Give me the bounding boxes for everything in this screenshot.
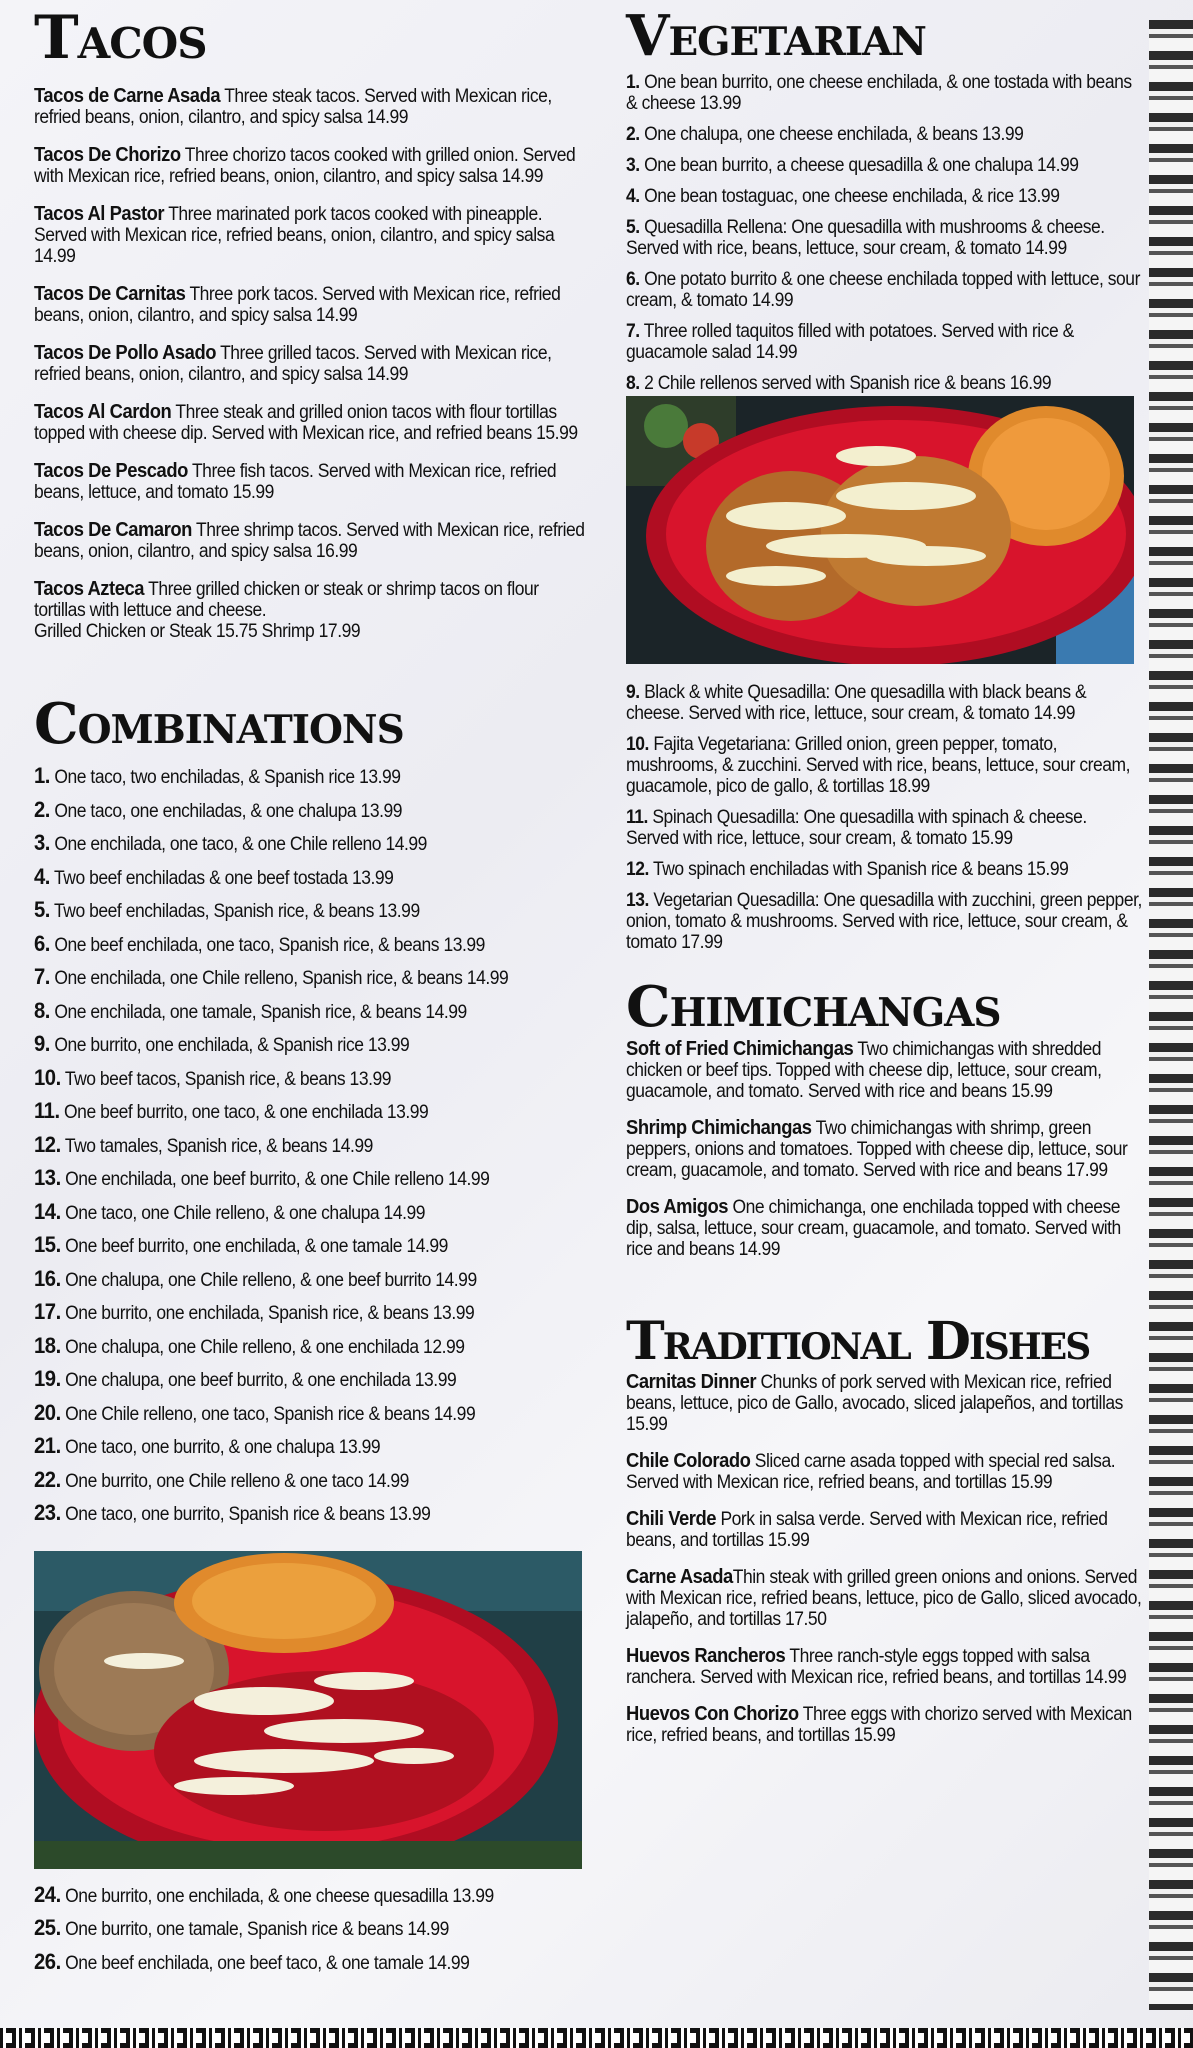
combo-number: 19. [34, 1366, 61, 1391]
item-description: Three steak tacos. Served with Mexican rice, refried beans, onion, cilantro, and spicy salsa 14.99 [34, 86, 552, 128]
menu-item [626, 1567, 1143, 1630]
item-name: Chili Verde [626, 1508, 717, 1530]
item-text: Two spinach enchiladas with Spanish rice & beans 15.99 [648, 859, 1069, 880]
combo-number: 7. [34, 964, 50, 989]
combinations-title: Combinations [34, 691, 404, 757]
combo-item [34, 1162, 590, 1196]
combo-text: One Chile relleno, one taco, Spanish rice & beans 14.99 [65, 1403, 476, 1425]
combo-number: 18. [34, 1332, 61, 1358]
combo-text: One chalupa, one Chile relleno, & one enchilada 12.99 [65, 1336, 465, 1358]
item-description: Three fish tacos. Served with Mexican rice, refried beans, lettuce, and tomato 15.99 [34, 461, 557, 503]
menu-item [34, 520, 590, 562]
menu-item [626, 1372, 1143, 1435]
spiral-binding [1149, 20, 1193, 2010]
vegetarian-list [626, 72, 1146, 394]
combo-text: One burrito, one enchilada, Spanish rice, & beans 13.99 [65, 1303, 475, 1324]
item-text: Black & white Quesadilla: One quesadilla with black beans & cheese. Served with rice, lettuce, sour cream, & tomato 14.99 [626, 682, 1087, 724]
item-number: 4. [626, 186, 640, 207]
item-text: One bean burrito, one cheese enchilada, & one tostada with beans & cheese 13.99 [626, 72, 1132, 114]
combo-item [34, 1296, 590, 1330]
item-name: Tacos De Carnitas [34, 283, 186, 305]
item-name: Tacos Al Pastor [34, 203, 165, 225]
combo-text: One taco, one burrito, & one chalupa 13.99 [65, 1437, 381, 1458]
combo-number: 20. [34, 1399, 61, 1425]
item-number: 10. [626, 734, 649, 755]
item-description: Three eggs with chorizo served with Mexican rice, refried beans, and tortillas 15.99 [626, 1704, 1132, 1746]
combo-text: One burrito, one Chile relleno & one taco 14.99 [65, 1470, 409, 1492]
combo-number: 16. [34, 1265, 61, 1291]
item-number: 13. [626, 890, 649, 911]
combo-item [34, 760, 590, 794]
item-name: Dos Amigos [626, 1196, 729, 1218]
combo-item [34, 794, 590, 828]
combo-text: One beef burrito, one taco, & one enchilada 13.99 [64, 1102, 429, 1123]
combo-number: 17. [34, 1299, 61, 1324]
item-number: 9. [626, 682, 640, 703]
item-description: Three steak and grilled onion tacos with flour tortillas topped with cheese dip. Served with Mexican rice, and refried beans 15.99 [34, 402, 578, 444]
combo-number: 1. [34, 763, 50, 788]
combo-item [34, 894, 590, 928]
item-description: Three marinated pork tacos cooked with pineapple. Served with Mexican rice, refried beans, onion, cilantro, and spicy salsa 14.99 [34, 204, 555, 267]
combo-item [34, 1129, 590, 1163]
enchiladas-plate-image [34, 1551, 582, 1869]
item-description: Three grilled chicken or steak or shrimp tacos on flour tortillas with lettuce and cheese. [34, 579, 539, 621]
combo-text: One taco, two enchiladas, & Spanish rice 13.99 [54, 767, 401, 788]
item-number: 5. [626, 217, 640, 238]
vegetarian-title: Vegetarian [626, 3, 926, 69]
combo-number: 9. [34, 1031, 50, 1056]
item-name: Tacos De Pollo Asado [34, 342, 217, 364]
item-description: Three chorizo tacos cooked with grilled onion. Served with Mexican rice, refried beans, onion, cilantro, and spicy salsa 14.99 [34, 145, 576, 187]
menu-item [626, 1704, 1143, 1746]
combo-item [34, 961, 590, 995]
item-description: Two chimichangas with shredded chicken or beef tips. Topped with cheese dip, lettuce, sour cream, guacamole, and tomato. Served with rice and beans 15.99 [626, 1039, 1102, 1102]
item-name: Tacos De Camaron [34, 519, 192, 541]
item-description: Sliced carne asada topped with special red salsa. Served with Mexican rice, refried beans, and tortillas 15.99 [626, 1451, 1116, 1493]
combo-item [34, 995, 590, 1029]
combo-text: One burrito, one enchilada, & one cheese quesadilla 13.99 [65, 1885, 494, 1907]
item-number: 2. [626, 124, 640, 145]
combo-item [34, 1062, 590, 1096]
combo-number: 2. [34, 796, 50, 822]
combo-number: 24. [34, 1881, 61, 1907]
item-text: One potato burrito & one cheese enchilada topped with lettuce, sour cream, & tomato 14.99 [626, 269, 1140, 311]
combo-item [34, 1464, 590, 1498]
menu-item [34, 402, 590, 444]
combo-item [34, 1912, 590, 1946]
combo-text: Two beef tacos, Spanish rice, & beans 13.99 [64, 1068, 392, 1090]
item-description: Two chimichangas with shrimp, green peppers, onions and tomatoes. Topped with cheese dip, lettuce, sour cream, guacamole, and tomato. Served with rice and beans 17.99 [626, 1118, 1128, 1181]
combo-text: One enchilada, one tamale, Spanish rice, & beans 14.99 [54, 1001, 467, 1023]
combo-text: One burrito, one tamale, Spanish rice & beans 14.99 [65, 1919, 449, 1940]
menu-item [34, 284, 590, 326]
menu-item [34, 579, 590, 642]
combo-number: 13. [34, 1165, 61, 1190]
vegetarian-item [626, 734, 1143, 797]
combo-item [34, 1196, 590, 1230]
item-number: 3. [626, 155, 640, 176]
vegetarian-item [626, 124, 1143, 145]
combo-number: 21. [34, 1433, 61, 1458]
combo-text: One enchilada, one Chile relleno, Spanish rice, & beans 14.99 [54, 968, 509, 989]
combo-number: 10. [34, 1064, 61, 1090]
item-name: Tacos De Chorizo [34, 144, 181, 166]
item-text: Three rolled taquitos filled with potatoes. Served with rice & guacamole salad 14.99 [626, 321, 1074, 363]
item-name: Shrimp Chimichangas [626, 1117, 812, 1139]
combo-number: 15. [34, 1232, 61, 1257]
vegetarian-item [626, 859, 1143, 880]
combo-item [34, 1095, 590, 1129]
item-name: Soft of Fried Chimichangas [626, 1038, 854, 1060]
item-text: 2 Chile rellenos served with Spanish rice & beans 16.99 [639, 373, 1052, 394]
combo-text: One taco, one enchiladas, & one chalupa 13.99 [54, 800, 402, 822]
combo-number: 3. [34, 830, 50, 855]
combo-text: One enchilada, one taco, & one Chile relleno 14.99 [54, 834, 427, 855]
combo-number: 23. [34, 1500, 61, 1525]
combo-text: One beef burrito, one enchilada, & one tamale 14.99 [65, 1236, 448, 1257]
combo-number: 14. [34, 1198, 61, 1224]
combo-text: One beef enchilada, one beef taco, & one tamale 14.99 [65, 1952, 470, 1974]
vegetarian-item [626, 321, 1143, 363]
combo-number: 25. [34, 1915, 61, 1940]
combo-item [34, 1229, 590, 1263]
item-text: One chalupa, one cheese enchilada, & beans 13.99 [639, 124, 1024, 145]
combo-item [34, 1363, 590, 1397]
item-description: Three shrimp tacos. Served with Mexican rice, refried beans, onion, cilantro, and spicy salsa 16.99 [34, 520, 585, 562]
menu-item [626, 1118, 1143, 1181]
item-name: Chile Colorado [626, 1450, 751, 1472]
vegetarian-item [626, 155, 1143, 176]
item-number: 12. [626, 859, 649, 880]
combo-number: 5. [34, 897, 50, 922]
item-name: Carne Asada [626, 1566, 733, 1588]
chile-rellenos-plate-image [626, 396, 1134, 664]
chile-rellenos-plate-photo [626, 396, 1134, 664]
combo-text: Two tamales, Spanish rice, & beans 14.99 [64, 1135, 373, 1157]
vegetarian-item [626, 682, 1143, 724]
item-number: 7. [626, 321, 640, 342]
item-name: Huevos Rancheros [626, 1645, 786, 1667]
menu-item [34, 145, 590, 187]
menu-item [626, 1509, 1143, 1551]
item-name: Tacos De Pescado [34, 460, 188, 482]
vegetarian-item [626, 72, 1143, 114]
item-number: 11. [626, 807, 648, 828]
item-name: Huevos Con Chorizo [626, 1703, 799, 1725]
item-text: One bean tostaguac, one cheese enchilada, & rice 13.99 [639, 186, 1060, 207]
item-name: Tacos Al Cardon [34, 401, 172, 423]
vegetarian-item [626, 807, 1143, 849]
vegetarian-item [626, 186, 1143, 207]
combo-item [34, 1263, 590, 1297]
item-name: Carnitas Dinner [626, 1371, 757, 1393]
item-number: 6. [626, 269, 640, 290]
combo-item [34, 1330, 590, 1364]
combo-item [34, 1497, 590, 1531]
traditional-dishes-title: Traditional Dishes [626, 1311, 1090, 1372]
item-description: Three ranch-style eggs topped with salsa ranchera. Served with Mexican rice, refried beans, and tortillas 14.99 [626, 1646, 1127, 1688]
combo-item [34, 827, 590, 861]
item-name: Tacos Azteca [34, 578, 145, 600]
combo-number: 11. [34, 1098, 60, 1123]
combo-number: 6. [34, 930, 50, 956]
item-text: Spinach Quesadilla: One quesadilla with spinach & cheese. Served with rice, lettuce, sour cream, & tomato 15.99 [626, 807, 1087, 849]
item-description: Chunks of pork served with Mexican rice, refried beans, lettuce, pico de Gallo, avocado, sliced jalapeños, and tortillas 15.99 [626, 1372, 1123, 1435]
vegetarian-item [626, 269, 1143, 311]
combo-text: Two beef enchiladas & one beef tostada 13.99 [54, 867, 394, 889]
tacos-title: Tacos [34, 3, 207, 73]
menu-item [626, 1646, 1143, 1688]
item-description: Pork in salsa verde. Served with Mexican rice, refried beans, and tortillas 15.99 [626, 1509, 1108, 1551]
combo-item [34, 928, 590, 962]
vegetarian-item [626, 373, 1143, 394]
decorative-bottom-border [0, 2028, 1193, 2048]
combo-item [34, 1397, 590, 1431]
combinations-list [34, 760, 594, 1531]
combo-item [34, 1879, 590, 1913]
combo-number: 12. [34, 1131, 61, 1157]
vegetarian-item [626, 217, 1143, 259]
menu-item [626, 1451, 1143, 1493]
combo-number: 8. [34, 997, 50, 1023]
chimichangas-title: Chimichangas [626, 974, 1001, 1040]
combo-text: One enchilada, one beef burrito, & one Chile relleno 14.99 [65, 1169, 490, 1190]
combo-text: One beef enchilada, one taco, Spanish rice, & beans 13.99 [54, 934, 485, 956]
item-number: 1. [626, 72, 640, 93]
combo-number: 26. [34, 1948, 61, 1974]
vegetarian-list-continued [626, 682, 1146, 953]
combo-text: One taco, one burrito, Spanish rice & beans 13.99 [65, 1504, 431, 1525]
traditional-dishes-list [626, 1372, 1146, 1746]
combo-item [34, 1430, 590, 1464]
menu-item [626, 1197, 1143, 1260]
combo-text: One chalupa, one Chile relleno, & one beef burrito 14.99 [65, 1269, 477, 1291]
enchiladas-plate-photo [34, 1551, 582, 1869]
combinations-list-continued [34, 1879, 594, 1980]
menu-item [626, 1039, 1143, 1102]
menu-item [34, 343, 590, 385]
item-text: One bean burrito, a cheese quesadilla & one chalupa 14.99 [639, 155, 1079, 176]
item-description: One chimichanga, one enchilada topped with cheese dip, salsa, lettuce, sour cream, guacamole, and tomato. Served with rice and beans 14.99 [626, 1197, 1121, 1260]
menu-item [34, 461, 590, 503]
menu-item [34, 86, 590, 128]
combo-item [34, 1028, 590, 1062]
item-description: Thin steak with grilled green onions and onions. Served with Mexican rice, refried beans, lettuce, pico de Gallo, sliced avocado, jalapeño, and tortillas 17.50 [626, 1567, 1142, 1630]
combo-item [34, 1946, 590, 1980]
item-description: Three grilled tacos. Served with Mexican rice, refried beans, onion, cilantro, and spicy salsa 14.99 [34, 343, 552, 385]
item-text: Fajita Vegetariana: Grilled onion, green pepper, tomato, mushrooms, & zucchini. Served with rice, beans, lettuce, sour cream, guacamole, pico de gallo, & tortillas 18.99 [626, 734, 1131, 797]
left-column [34, 3, 594, 1979]
combo-number: 22. [34, 1466, 61, 1492]
item-description: Three pork tacos. Served with Mexican rice, refried beans, onion, cilantro, and spicy salsa 14.99 [34, 284, 561, 326]
menu-item [34, 204, 590, 267]
item-price-options: Grilled Chicken or Steak 15.75 Shrimp 17.99 [34, 621, 361, 642]
item-number: 8. [626, 373, 640, 394]
right-column [626, 3, 1146, 1762]
chimichangas-list [626, 1039, 1146, 1260]
item-name: Tacos de Carne Asada [34, 85, 221, 107]
tacos-list [34, 86, 594, 642]
item-text: Quesadilla Rellena: One quesadilla with mushrooms & cheese. Served with rice, beans, lettuce, sour cream, & tomato 14.99 [626, 217, 1105, 259]
combo-text: One chalupa, one beef burrito, & one enchilada 13.99 [65, 1370, 457, 1391]
vegetarian-item [626, 890, 1143, 953]
combo-text: Two beef enchiladas, Spanish rice, & beans 13.99 [54, 901, 420, 922]
combo-item [34, 861, 590, 895]
combo-number: 4. [34, 863, 50, 889]
item-text: Vegetarian Quesadilla: One quesadilla with zucchini, green pepper, onion, tomato & mushrooms. Served with rice, lettuce, sour cream, & tomato 17.99 [626, 890, 1142, 953]
combo-text: One burrito, one enchilada, & Spanish rice 13.99 [54, 1035, 410, 1056]
combo-text: One taco, one Chile relleno, & one chalupa 14.99 [65, 1202, 425, 1224]
